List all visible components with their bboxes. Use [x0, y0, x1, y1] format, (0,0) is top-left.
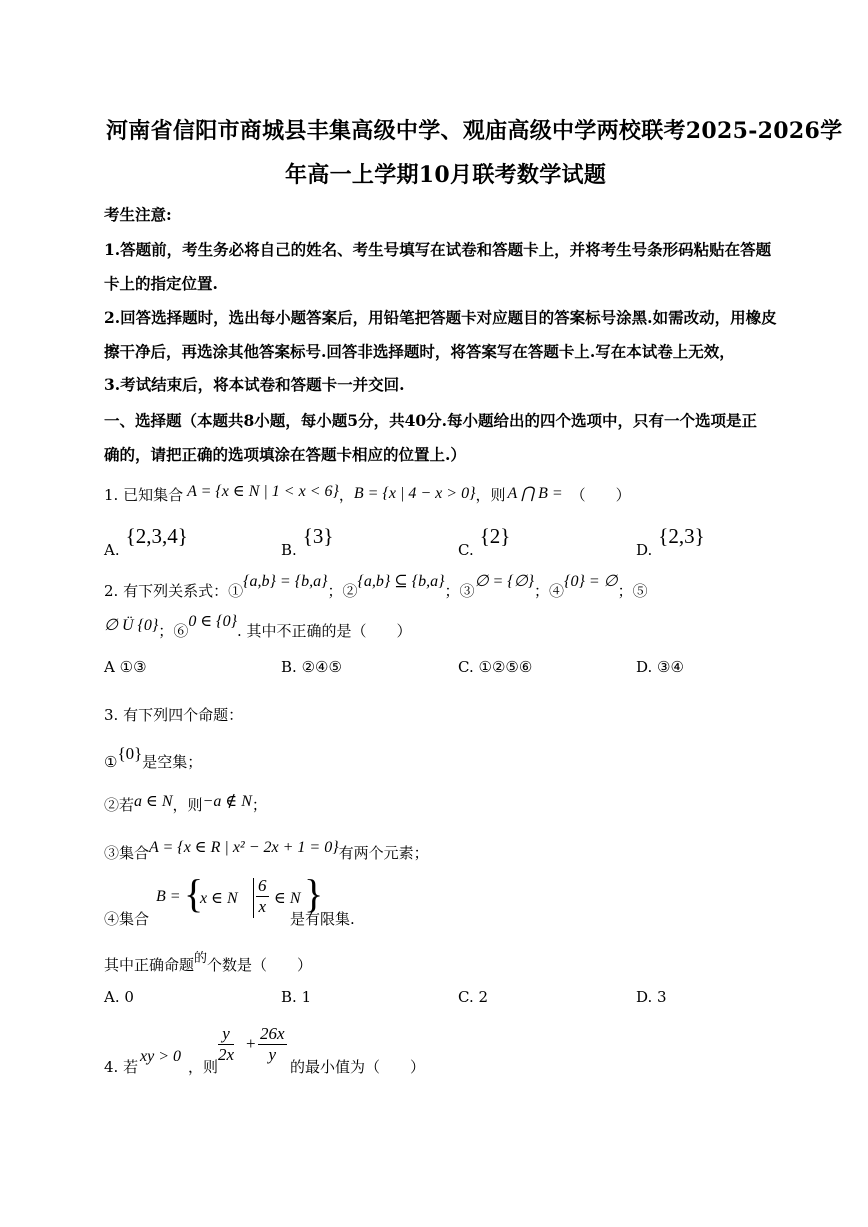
q2-option-c-label: C.	[458, 658, 474, 676]
q4-prefix: 4. 若	[104, 1058, 139, 1076]
q3-question-sup: 的	[194, 951, 208, 966]
q2-option-b	[281, 658, 342, 676]
q3-p4-lhs: B =	[156, 888, 181, 905]
q2-semi-2: ；	[444, 582, 460, 600]
notice-item1-line2: 卡上的指定位置.	[104, 274, 218, 293]
q2-r4-mark: ④	[549, 582, 565, 600]
q2-semi-5: ；	[158, 622, 174, 640]
q3-option-a-value: 0	[124, 988, 134, 1006]
q4-f1-denominator: 2x	[218, 1045, 235, 1064]
q3-p4-mark: ④集合	[104, 910, 150, 928]
q3-p1-math: {0}	[117, 744, 143, 763]
q2-option-c-value: ①②⑤⑥	[478, 658, 533, 676]
q3-proposition-2	[104, 790, 267, 814]
q1-expr: A ⋂ B =	[507, 485, 563, 502]
q2-option-a-label: A	[104, 658, 115, 676]
q1-option-a-label: A.	[104, 541, 120, 559]
q2-relation-6: 0 ∈ {0}	[188, 613, 237, 630]
q1-option-c-value: {2}	[479, 524, 511, 548]
q2-option-d	[636, 658, 684, 676]
q1-option-b	[281, 524, 334, 559]
q4-mid: ，则	[188, 1058, 219, 1076]
q3-p3-mark: ③集合	[104, 844, 150, 862]
q3-proposition-1	[104, 744, 203, 771]
q2-prefix: 2. 有下列关系式：	[104, 582, 229, 600]
q2-tail: . 其中不正确的是（ ）	[236, 622, 412, 640]
q3-p2-math-1: a ∈ N	[134, 793, 173, 810]
notice-item3: 3.考试结束后，将本试卷和答题卡一并交回.	[104, 375, 405, 394]
q3-question-b: 个数是（ ）	[207, 956, 313, 974]
q3-p3-math: A = {x ∈ R | x² − 2x + 1 = 0}	[149, 839, 339, 856]
q1-set-a: A = {x ∈ N | 1 < x < 6}	[187, 483, 339, 500]
q3-p4-fraction	[256, 876, 269, 917]
q3-option-c-label: C.	[458, 988, 474, 1006]
q4-fraction-2	[258, 1024, 287, 1065]
section-heading-line1: 一、选择题（本题共8小题，每小题5分，共40分.每小题给出的四个选项中，只有一个选项是正	[104, 411, 758, 430]
q2-stem-line1	[104, 570, 648, 600]
q4-plus: +	[246, 1034, 256, 1053]
q3-p2-math-2: −a ∉ N	[202, 793, 252, 810]
q2-option-a	[104, 658, 147, 676]
q1-option-d-value: {2,3}	[658, 524, 705, 548]
q3-p2-mark: ②若	[104, 796, 135, 814]
q4-tail: 的最小值为（ ）	[290, 1058, 426, 1076]
page-title-line1: 河南省信阳市商城县丰集高级中学、观庙高级中学两校联考2025-2026学	[106, 118, 843, 144]
q3-option-d-label: D.	[636, 988, 653, 1006]
q4-stem	[104, 1022, 524, 1082]
q2-semi-4: ；	[617, 582, 633, 600]
q4-f1-numerator: y	[218, 1024, 234, 1045]
q2-relation-4: {0} = ∅	[564, 573, 618, 590]
q3-p2-text: ，则	[172, 796, 203, 814]
notice-item2-line1: 2.回答选择题时，选出每小题答案后，用铅笔把答题卡对应题目的答案标号涂黑.如需改动，用橡皮	[104, 308, 777, 327]
q3-p4-text: 是有限集.	[290, 910, 355, 928]
q2-relation-5: ∅ Ü {0}	[104, 617, 159, 634]
q1-stem	[104, 484, 631, 505]
notice-item2-line2: 擦干净后，再选涂其他答案标号.回答非选择题时，将答案写在答题卡上.写在本试卷上无效，	[104, 342, 735, 361]
q1-set-b: B = {x | 4 − x > 0}	[353, 485, 476, 502]
q2-r5-mark: ⑤	[632, 582, 648, 600]
section-heading-line2: 确的，请把正确的选项填涂在答题卡相应的位置上.）	[104, 445, 466, 464]
notice-item1-line1: 1.答题前，考生务必将自己的姓名、考生号填写在试卷和答题卡上，并将考生号条形码粘贴在答题	[104, 240, 772, 259]
q2-relation-2: {a,b} ⊆ {b,a}	[357, 573, 445, 590]
q2-option-b-value: ②④⑤	[301, 658, 342, 676]
q3-p4-inner: x ∈ N	[200, 890, 238, 907]
q3-option-c	[458, 988, 488, 1006]
q2-option-c	[458, 658, 532, 676]
q3-p4-left-brace: {	[184, 871, 204, 916]
q2-option-d-value: ③④	[657, 658, 684, 676]
notice-heading: 考生注意:	[104, 205, 172, 224]
q1-option-d	[636, 524, 705, 559]
q3-proposition-3	[104, 836, 429, 862]
q1-option-c-label: C.	[458, 541, 474, 559]
q1-option-c	[458, 524, 511, 559]
q2-semi-3: ；	[534, 582, 550, 600]
q3-p1-mark: ①	[104, 753, 118, 771]
q2-option-d-label: D.	[636, 658, 653, 676]
q4-fraction-1	[218, 1024, 234, 1065]
q1-option-a	[104, 524, 188, 559]
q3-option-c-value: 2	[478, 988, 489, 1006]
q2-r1-mark: ①	[228, 582, 244, 600]
q3-question-a: 其中正确命题	[104, 956, 195, 974]
page-title-line2: 年高一上学期10月联考数学试题	[285, 162, 607, 188]
q1-option-b-label: B.	[281, 541, 297, 559]
q3-option-b	[281, 988, 311, 1006]
q3-p2-end: ；	[251, 796, 267, 814]
q3-p4-right-brace: }	[304, 871, 324, 916]
q3-question	[104, 946, 313, 974]
q2-r2-mark: ②	[342, 582, 358, 600]
q2-relation-1: {a,b} = {b,a}	[243, 573, 328, 590]
q1-mid: ，则	[475, 486, 506, 504]
q3-option-d	[636, 988, 667, 1006]
q4-f2-denominator: y	[268, 1045, 277, 1064]
q2-option-b-label: B.	[281, 658, 297, 676]
q3-stem: 3. 有下列四个命题：	[104, 706, 244, 724]
q1-prefix: 1. 已知集合	[104, 486, 184, 504]
q3-option-b-label: B.	[281, 988, 297, 1006]
q3-option-a	[104, 988, 134, 1006]
q3-p4-bar	[253, 878, 254, 918]
q3-p4-denominator: x	[258, 897, 267, 916]
q3-p1-text: 是空集；	[142, 753, 203, 771]
q3-option-b-value: 1	[301, 988, 312, 1006]
q3-option-d-value: 3	[657, 988, 667, 1006]
q3-p4-numerator: 6	[258, 876, 267, 895]
q1-option-d-label: D.	[636, 541, 653, 559]
q1-option-a-value: {2,3,4}	[125, 524, 188, 548]
q2-r3-mark: ③	[459, 582, 475, 600]
q3-option-a-label: A.	[104, 988, 120, 1006]
q2-relation-3: ∅ = {∅}	[474, 573, 535, 590]
q2-r6-mark: ⑥	[173, 622, 189, 640]
q3-p4-tail: ∈ N	[274, 890, 301, 907]
q2-semi-1: ；	[327, 582, 343, 600]
q1-option-b-value: {3}	[302, 524, 334, 548]
q3-p3-text: 有两个元素；	[338, 844, 429, 862]
q1-paren: （ ）	[570, 486, 631, 504]
q4-f2-numerator: 26x	[260, 1024, 285, 1043]
q2-stem-line2	[104, 610, 412, 640]
q4-condition: xy > 0	[140, 1048, 181, 1065]
q2-option-a-value: ①③	[119, 658, 147, 676]
q1-sep: ，	[338, 486, 354, 504]
